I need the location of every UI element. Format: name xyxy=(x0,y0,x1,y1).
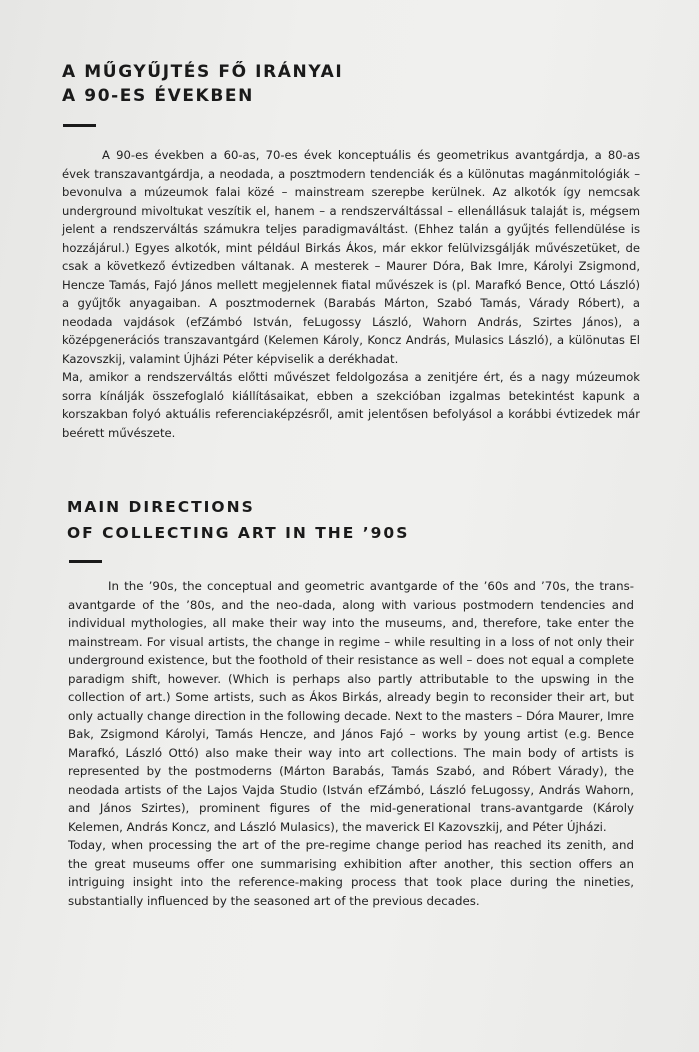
english-heading-line-1: MAIN DIRECTIONS xyxy=(67,498,255,516)
hungarian-body-text xyxy=(62,146,640,442)
hungarian-paragraph-1: A 90-es években a 60-as, 70-es évek konceptuális és geometrikus avantgárdja, a 80-as évek transzavantgárdja, a neodada, a posztmodern tendenciák és a különutas magánmitológiák – bevonulva a múzeumok falai közé – mainstream szerepbe kerülnek. Az alkotók így nemcsak underground mivoltukat veszítik el, hanem – a rendszerváltással – ellenállásuk talaját is, mégsem jelent a rendszerváltás számukra teljes paradigmaváltást. (Ehhez talán a gyűjtés fellendülése is hozzájárul.) Egyes alkotók, mint például Birkás Ákos, már ekkor felülvizsgálják művészetüket, de csak a következő évtizedben váltanak. A mesterek – Maurer Dóra, Bak Imre, Károlyi Zsigmond, Hencze Tamás, Fajó János mellett megjelennek fiatal művészek is (pl. Marafkó Bence, Ottó László) a gyűjtők anyagaiban. A posztmodernek (Barabás Márton, Szabó Tamás, Várady Róbert), a neodada vajdások (efZámbó István, feLugossy László, Wahorn András, Szirtes János), a középgenerációs transzavantgárd (Kelemen Károly, Koncz András, Mulasics László), a különutas El Kazovszkij, valamint Újházi Péter képviselik a derékhadat. xyxy=(62,148,640,366)
hungarian-paragraph-2: Ma, amikor a rendszerváltás előtti művészet feldolgozása a zenitjére ért, és a nagy múzeumok sorra kínálják összefoglaló kiállításaikat, ebben a szekcióban izgalmas betekintést kapunk a korszakban folyó aktuális referenciaképzésről, amit jelentősen befolyásol a korábbi évtizedek már beérett művészete. xyxy=(62,370,640,440)
hungarian-heading-line-2: A 90-ES ÉVEKBEN xyxy=(62,86,254,106)
english-heading-line-2: OF COLLECTING ART IN THE ’90S xyxy=(67,524,410,542)
hungarian-heading-line-1: A MŰGYŰJTÉS FŐ IRÁNYAI xyxy=(62,62,344,82)
english-body-text xyxy=(68,577,634,910)
hungarian-heading xyxy=(62,60,343,108)
hungarian-heading-underline xyxy=(63,124,96,127)
english-paragraph-2: Today, when processing the art of the pre-regime change period has reached its zenith, and the great museums offer one summarising exhibition after another, this section offers an intriguing insight into the reference-making process that took place during the nineties, substantially influenced by the seasoned art of the previous decades. xyxy=(68,838,634,908)
english-paragraph-1: In the ’90s, the conceptual and geometric avantgarde of the ’60s and ’70s, the trans-avantgarde of the ’80s, and the neo-dada, along with various postmodern tendencies and individual mythologies, all make their way into the museums, and, therefore, take enter the mainstream. For visual artists, the change in regime – while resulting in a loss of not only their underground existence, but the foothold of their resistance as well – does not equal a complete paradigm shift, however. (Which is perhaps also partly attributable to the upswing in the collection of art.) Some artists, such as Ákos Birkás, already begin to reconsider their art, but only actually change direction in the following decade. Next to the masters – Dóra Maurer, Imre Bak, Zsigmond Károlyi, Tamás Hencze, and János Fajó – works by young artist (e.g. Bence Marafkó, László Ottó) also make their way into art collections. The main body of artists is represented by the postmoderns (Márton Barabás, Tamás Szabó, and Róbert Várady), the neodada artists of the Lajos Vajda Studio (István efZámbó, László feLugossy, András Wahorn, and János Szirtes), prominent figures of the mid-generational trans-avantgarde (Károly Kelemen, András Koncz, and László Mulasics), the maverick El Kazovszkij, and Péter Újházi. xyxy=(68,579,634,834)
english-heading xyxy=(67,494,409,546)
english-heading-underline xyxy=(69,560,102,563)
